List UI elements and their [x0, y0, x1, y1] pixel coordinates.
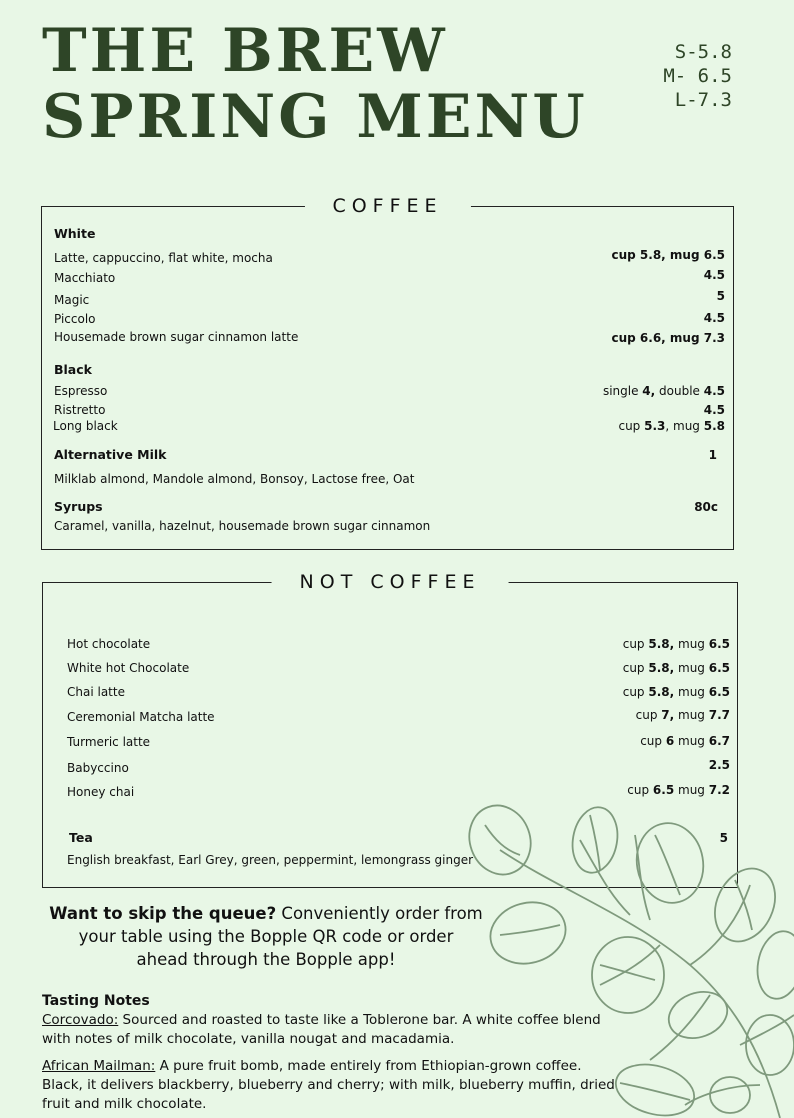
menu-item-price: cup 5.8, mug 6.5 — [611, 248, 725, 262]
menu-item-price — [623, 636, 730, 652]
menu-item-name: White hot Chocolate — [67, 661, 190, 675]
tea-price: 5 — [719, 831, 728, 845]
price-value: 6.5 — [708, 637, 730, 651]
size-medium: M- 6.5 — [663, 65, 732, 87]
coffee-section-title: COFFEE — [304, 194, 470, 218]
size-price-list — [663, 40, 732, 112]
menu-item-name: Babyccino — [67, 761, 129, 775]
price-value: 6.7 — [708, 734, 730, 748]
menu-item-name: Chai latte — [67, 685, 125, 699]
alt-milk-heading: Alternative Milk — [54, 447, 167, 462]
price-label: cup — [622, 661, 649, 675]
price-label: cup — [635, 708, 662, 722]
white-heading: White — [54, 226, 96, 241]
price-value: 6.5 — [708, 661, 730, 675]
black-heading: Black — [54, 362, 92, 377]
price-value: 4, — [642, 384, 656, 398]
price-label: double — [655, 384, 704, 398]
price-label: mug — [674, 637, 709, 651]
price-label: mug — [674, 661, 709, 675]
blend-description: A pure fruit bomb, made entirely from Ethiopian-grown coffee. Black, it delivers blackberry, blueberry and cherry; with milk, blueberry muffin, dried fruit and milk chocolate. — [42, 1058, 615, 1112]
price-label: cup — [622, 685, 649, 699]
menu-item-price — [618, 418, 725, 434]
price-value: 6.5 — [708, 685, 730, 699]
price-value: 5.8 — [703, 419, 725, 433]
price-label: mug — [674, 708, 709, 722]
menu-item-name: Magic — [54, 293, 90, 307]
price-value: 7.7 — [708, 708, 730, 722]
price-value: 6.5 — [652, 783, 675, 797]
blend-name: African Mailman: — [42, 1058, 156, 1074]
menu-item-name: Ristretto — [54, 403, 106, 417]
menu-item-price — [640, 733, 730, 749]
menu-item-price — [623, 684, 730, 700]
price-label: , mug — [665, 419, 704, 433]
menu-item-price: cup 6.6, mug 7.3 — [611, 331, 725, 345]
price-label: single — [602, 384, 643, 398]
menu-item-price — [603, 383, 725, 399]
menu-item-price: 4.5 — [703, 268, 725, 282]
price-value: 5.8, — [648, 685, 675, 699]
price-value: 5.8, — [648, 661, 675, 675]
title-line-1: THE BREW — [42, 16, 448, 86]
tasting-notes — [42, 992, 622, 1114]
tea-heading: Tea — [69, 830, 93, 845]
menu-item-name: Macchiato — [54, 271, 116, 285]
menu-item-price: 4.5 — [703, 311, 725, 325]
price-label: cup — [622, 637, 649, 651]
not-coffee-section-title: NOT COFFEE — [272, 570, 509, 594]
queue-text: your table using the Bopple QR code or order — [78, 927, 454, 946]
blend-description: Sourced and roasted to taste like a Toblerone bar. A white coffee blend with notes of milk chocolate, vanilla nougat and macadamia. — [42, 1012, 601, 1047]
queue-text: ahead through the Bopple app! — [136, 950, 396, 969]
order-ahead-promo — [40, 902, 492, 971]
menu-item-price — [636, 707, 730, 723]
menu-item-price: 4.5 — [703, 403, 725, 417]
menu-item-price: 2.5 — [708, 758, 730, 772]
menu-item-price: 5 — [716, 289, 725, 303]
alt-milk-list: Milklab almond, Mandole almond, Bonsoy, Lactose free, Oat — [54, 472, 415, 486]
menu-title — [42, 18, 588, 150]
title-line-2: SPRING MENU — [42, 82, 588, 152]
syrups-list: Caramel, vanilla, hazelnut, housemade brown sugar cinnamon — [54, 519, 431, 533]
queue-headline: Want to skip the queue? — [49, 904, 277, 923]
menu-item-name: Long black — [53, 419, 118, 433]
menu-item-name: Turmeric latte — [67, 735, 151, 749]
tasting-notes-heading: Tasting Notes — [42, 993, 150, 1009]
menu-item-name: Piccolo — [54, 312, 96, 326]
coffee-section — [41, 195, 734, 550]
syrups-price: 80c — [694, 500, 718, 514]
menu-item-name: Espresso — [54, 384, 108, 398]
price-value: 5.3 — [644, 419, 666, 433]
price-value: 5.8, — [648, 637, 675, 651]
menu-item-name: Hot chocolate — [67, 637, 151, 651]
menu-item-name: Housemade brown sugar cinnamon latte — [54, 330, 299, 344]
size-large: L-7.3 — [674, 89, 732, 111]
menu-item-price — [623, 660, 730, 676]
price-value: 6 — [665, 734, 675, 748]
price-label: mug — [674, 685, 709, 699]
alt-milk-price: 1 — [708, 448, 717, 462]
price-value: 7, — [661, 708, 675, 722]
price-value: 7.2 — [708, 783, 730, 797]
price-label: cup — [640, 734, 666, 748]
menu-item-name: Latte, cappuccino, flat white, mocha — [54, 251, 273, 265]
size-small: S-5.8 — [674, 41, 732, 63]
price-label: cup — [627, 783, 653, 797]
syrups-heading: Syrups — [54, 499, 103, 514]
menu-item-name: Honey chai — [67, 785, 135, 799]
price-value: 4.5 — [703, 384, 725, 398]
price-label: mug — [674, 783, 709, 797]
price-label: mug — [674, 734, 709, 748]
blend-name: Corcovado: — [42, 1012, 119, 1028]
menu-item-name: Ceremonial Matcha latte — [67, 710, 215, 724]
tea-list: English breakfast, Earl Grey, green, peppermint, lemongrass ginger — [67, 853, 474, 867]
queue-text: Conveniently order from — [276, 904, 483, 923]
price-label: cup — [618, 419, 645, 433]
